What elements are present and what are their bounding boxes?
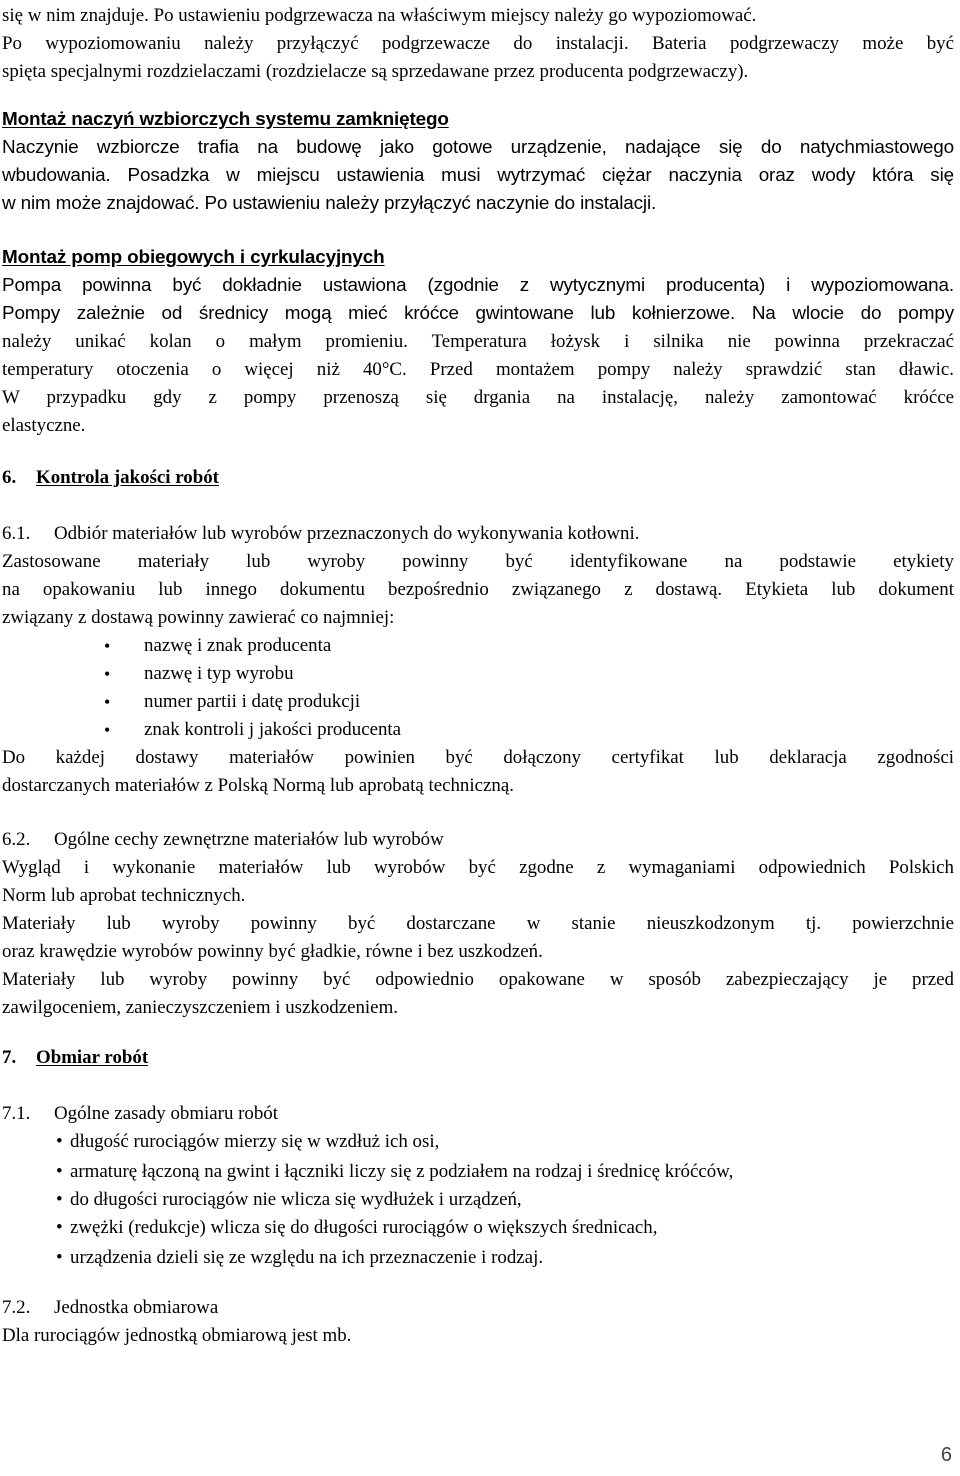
bullet-icon: • [56,1217,63,1238]
page-number: 6 [940,1444,952,1466]
subsection-number: 6.1. [2,523,31,544]
paragraph-line: temperatury otoczenia o więcej niż 40°C. Przed montażem pompy należy sprawdzić stan dławic. [2,359,954,380]
paragraph-line: się w nim znajduje. Po ustawieniu podgrzewacza na właściwym miejscy należy go wypoziomować. [2,5,757,26]
bullet-icon: • [56,1189,63,1210]
subsection-7-1-heading [2,1100,954,1128]
subsection-title: Ogólne cechy zewnętrzne materiałów lub wyrobów [54,829,444,850]
list-item: • armaturę łączoną na gwint i łączniki liczy się z podziałem na rodzaj i średnicę króćców, [56,1158,733,1186]
section-title: Obmiar robót [36,1047,149,1068]
paragraph-line: Zastosowane materiały lub wyroby powinny być identyfikowane na podstawie etykiety [2,551,954,572]
bullet-icon: • [56,1161,63,1182]
section-heading: Montaż naczyń wzbiorczych systemu zamkniętego [2,109,449,130]
paragraph-line: Dla rurociągów jednostką obmiarową jest mb. [2,1325,352,1346]
bullet-icon: • [56,1131,63,1152]
section-number: 7. [2,1047,17,1068]
bullet-icon: • [104,664,111,684]
paragraph-line: Do każdej dostawy materiałów powinien być dołączony certyfikat lub deklaracja zgodności [2,747,954,768]
paragraph-line: elastyczne. [2,415,86,436]
paragraph-line: Po wypoziomowaniu należy przyłączyć podgrzewacze do instalacji. Bateria podgrzewaczy może być [2,33,954,54]
list-item: znak kontroli j jakości producenta [144,719,402,740]
paragraph-line: Pompy zależnie od średnicy mogą mieć króćce gwintowane lub kołnierzowe. Na wlocie do pompy [2,303,954,324]
paragraph-line: oraz krawędzie wyrobów powinny być gładkie, równe i bez uszkodzeń. [2,941,543,962]
paragraph-line: wbudowania. Posadzka w miejscu ustawienia musi wytrzymać ciężar naczynia oraz wody która się [2,165,954,186]
bullet-icon: • [56,1247,63,1268]
paragraph-line: związany z dostawą powinny zawierać co najmniej: [2,607,395,628]
subsection-number: 7.1. [2,1103,31,1124]
section-title: Kontrola jakości robót [36,467,219,488]
paragraph-line: Norm lub aprobat technicznych. [2,885,246,906]
paragraph-line: Materiały lub wyroby powinny być odpowiednio opakowane w sposób zabezpieczający je przed [2,969,954,990]
subsection-title: Ogólne zasady obmiaru robót [54,1103,279,1124]
subsection-6-1-heading [2,520,954,548]
subsection-title: Odbiór materiałów lub wyrobów przeznaczonych do wykonywania kotłowni. [54,523,640,544]
paragraph-line: należy unikać kolan o małym promieniu. Temperatura łożysk i silnika nie powinna przekraczać [2,331,954,352]
subsection-7-2-heading [2,1294,954,1322]
list-item: • długość rurociągów mierzy się w wzdłuż ich osi, [56,1128,439,1156]
bullet-icon: • [104,692,111,712]
paragraph-line: zawilgoceniem, zanieczyszczeniem i uszkodzeniem. [2,997,398,1018]
list-item: • urządzenia dzieli się ze względu na ich przeznaczenie i rodzaj. [56,1244,543,1272]
bullet-icon: • [104,636,111,656]
subsection-number: 6.2. [2,829,31,850]
list-item: • zwężki (redukcje) wlicza się do długości rurociągów o większych średnicach, [56,1214,657,1242]
paragraph-line: na opakowaniu lub innego dokumentu bezpośrednio związanego z dostawą. Etykieta lub dokument [2,579,954,600]
paragraph-line: W przypadku gdy z pompy przenoszą się drgania na instalację, należy zamontować króćce [2,387,954,408]
paragraph-line: Wygląd i wykonanie materiałów lub wyrobów być zgodne z wymaganiami odpowiednich Polskich [2,857,954,878]
subsection-6-2-heading [2,826,954,854]
paragraph-line: w nim może znajdować. Po ustawieniu należy przyłączyć naczynie do instalacji. [2,193,657,214]
section-7-heading [2,1044,954,1072]
paragraph-line: spięta specjalnymi rozdzielaczami (rozdzielacze są sprzedawane przez producenta podgrzewaczy). [2,61,749,82]
list-item: • do długości rurociągów nie wlicza się wydłużek i urządzeń, [56,1186,522,1214]
section-heading: Montaż pomp obiegowych i cyrkulacyjnych [2,247,385,268]
paragraph-line: Pompa powinna być dokładnie ustawiona (zgodnie z wytycznymi producenta) i wypoziomowana. [2,275,954,296]
section-6-heading [2,464,954,492]
section-number: 6. [2,467,17,488]
list-item: nazwę i typ wyrobu [144,663,294,684]
subsection-number: 7.2. [2,1297,31,1318]
bullet-icon: • [104,720,111,740]
paragraph-line: Materiały lub wyroby powinny być dostarczane w stanie nieuszkodzonym tj. powierzchnie [2,913,954,934]
paragraph-line: dostarczanych materiałów z Polską Normą lub aprobatą techniczną. [2,775,514,796]
list-item: numer partii i datę produkcji [144,691,361,712]
subsection-title: Jednostka obmiarowa [54,1297,219,1318]
paragraph-line: Naczynie wzbiorcze trafia na budowę jako gotowe urządzenie, nadające się do natychmiastowego [2,137,954,158]
list-item: nazwę i znak producenta [144,635,332,656]
